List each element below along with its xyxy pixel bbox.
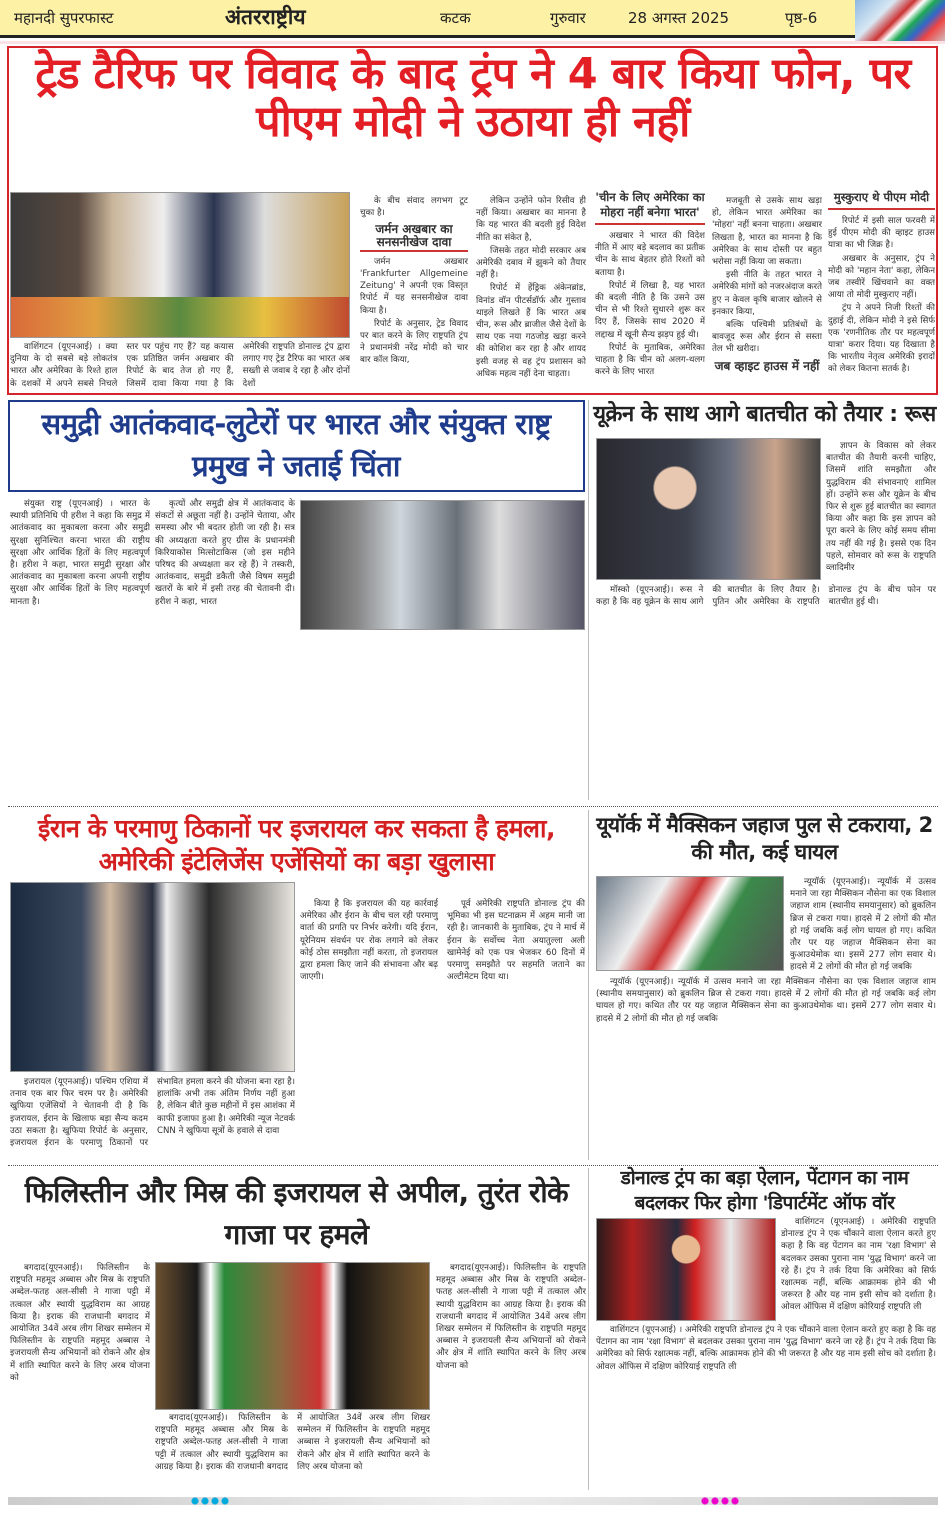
russia-side-text: ज्ञापन के विकास को लेकर बातचीत की तैयारी करनी चाहिए, जिसमें शांति समझौता और युद्धविराम की संभावनाएं शामिल हों। उन्होंने रूस और यूक्रेन के बीच फिर से शुरू हुई बातचीत का स्वागत किया और कहा कि इस ज्ञापन को पूरा करने के लिए कोई समय सीमा तय नहीं की गई है। इससे एक दिन पहले, सोमवार को रूस के राष्ट्रपति व्लादिमीर [826,441,936,574]
newspaper-name: महानदी सुपरफास्ट [14,9,114,27]
registration-marks [190,1495,230,1507]
subhead-china: 'चीन के लिए अमेरिका का मोहरा नहीं बनेगा भारत' [595,190,705,225]
divider [8,806,938,807]
subhead-modi-smile: मुस्कुराए थे पीएम मोदी [828,190,935,210]
palestine-body: बगदाद(यूएनआई)। फिलिस्तीन के राष्ट्रपति महमूद अब्बास और मिस्र के राष्ट्रपति अब्देल-फतह अल-सीसी ने गाजा पट्टी में तत्काल और स्थायी युद्धविराम का आग्रह किया है। इराक की राजधानी बगदाद में आयोजित 34वें अरब लीग शिखर सम्मेलन में फिलिस्तीन के राष्ट्रपति महमूद अब्बास ने इजरायली सैन्य अभियानों को रोकने और क्षेत्र में शांति स्थापित करने के लिए अरब योजना को [155,1413,430,1472]
new-york-side: न्यूयॉर्क (यूएनआई)। न्यूयॉर्क में उत्सव मनाने जा रहा मैक्सिकन नौसेना का एक विशाल जहाज शाम (स्थानीय समयानुसार) को ब्रुकलिन ब्रिज से टकरा गया। हादसे में 2 लोगों की मौत हो गई जबकि कई लोग घायल हो गए। कथित तौर पर यह जहाज मैक्सिकन सेना का कुआउथेमोक था। इसमें 277 लोग सवार थे। हादसे में 2 लोगों की मौत हो गई जबकि [790,877,936,973]
registration-marks [700,1495,740,1507]
netanyahu-khamenei-photo [10,882,295,1072]
divider [588,400,589,800]
top-story-col: लेकिन उन्होंने फोन रिसीव ही नहीं किया। अखबार का मानना है कि यह भारत की बदली हुई विदेश नीति का संकेत है, जिसके तहत मोदी सरकार अब अमेरिकी दबाव में झुकने को तैयार नहीं है। रिपोर्ट में हेंड्रिक अंकेनब्रांड, विनांड वॉन पीटर्सडॉर्फ और गुस्ताव थाइले लिखते हैं कि भारत अब चीन, रूस और ब्राजील जैसे देशों के साथ एक नया गठजोड़ खड़ा करने की कोशिश कर रहा है और शायद इसी वजह से वह ट्रंप प्रशासन को अधिक महत्व नहीं देना चाहता। [476,196,586,379]
page-header [0,0,945,38]
city: कटक [440,9,471,27]
iran-body: किया है कि इजरायल की यह कार्रवाई अमेरिका और ईरान के बीच चल रही परमाणु वार्ता की प्रगति पर निर्भर करेगी। यदि ईरान, यूरेनियम संवर्धन पर रोक लगाने को लेकर कोई ठोस समझौता नहीं करता, तो इजरायल द्वारा हमला किए जाने की संभावना और बढ़ जाएगी। पूर्व अमेरिकी राष्ट्रपति डोनाल्ड ट्रंप की भूमिका भी इस घटनाक्रम में अहम मानी जा रही है। जानकारी के मुताबिक, ट्रंप ने मार्च में ईरान के सर्वोच्च नेता अयातुल्ला अली खामेनेई को एक पत्र भेजकर 60 दिनों में परमाणु समझौते पर सहमति जताने का अल्टीमेटम दिया था। [300,899,585,983]
top-story-col: मुस्कुराए थे पीएम मोदी रिपोर्ट में इसी साल फरवरी में हुई पीएम मोदी की व्हाइट हाउस यात्रा का भी जिक्र है। अखबार के अनुसार, ट्रंप ने मोदी को 'महान नेता' कहा, लेकिन जब तस्वीरें खिंचवाने का वक्त आया तो मोदी मुस्कुराए नहीं। ट्रंप ने अपने निजी रिश्तों की दुहाई दी, लेकिन मोदी ने इसे सिर्फ एक 'रणनीतिक तौर पर महत्वपूर्ण यात्रा' करार दिया। यह दिखाता है कि भारतीय नेतृत्व अमेरिकी इरादों को लेकर कितना सतर्क है। [828,190,935,375]
trump-photo [596,1218,776,1321]
abbas-sisi-photo [155,1262,430,1410]
maritime-body: संयुक्त राष्ट्र (यूएनआई) । भारत के स्थायी प्रतिनिधि पी हरीश ने कहा कि समुद्र में आतंकवाद का मुकाबला करना और समुद्री सुरक्षा सुनिश्चित करना भारत की राष्ट्रीय सुरक्षा और आर्थिक हितों के लिए महत्वपूर्ण है। हरीश ने कहा, भारत समुद्री सुरक्षा और आतंकवाद का मुकाबला करना अपनी राष्ट्रीय सुरक्षा और आर्थिक हितों के लिए महत्वपूर्ण मानता है। [10,499,150,607]
palestine-body: बगदाद(यूएनआई)। फिलिस्तीन के राष्ट्रपति महमूद अब्बास और मिस्र के राष्ट्रपति अब्देल-फतह अल-सीसी ने गाजा पट्टी में तत्काल और स्थायी युद्धविराम का आग्रह किया है। इराक की राजधानी बगदाद में आयोजित 34वें अरब लीग शिखर सम्मेलन में फिलिस्तीन के राष्ट्रपति महमूद अब्बास ने इजरायली सैन्य अभियानों को रोकने और क्षेत्र में शांति स्थापित करने के लिए अरब योजना को [10,1263,150,1383]
date: 28 अगस्त 2025 [628,9,730,27]
top-story-lead: वाशिंगटन (यूएनआई) । क्या दुनिया के दो सबसे बड़े लोकतंत्र भारत और अमेरिका के रिश्ते हाल के दशकों में अपने सबसे निचले स्तर पर पहुंच गए हैं? यह कयास एक प्रतिष्ठित जर्मन अखबार की रिपोर्ट के बाद तेज हो गए हैं, जिसमें दावा किया गया है कि अमेरिकी राष्ट्रपति डोनाल्ड ट्रंप द्वारा लगाए गए ट्रेड टैरिफ का भारत अब सख्ती से जवाब दे रहा है और दोनों देशों [10,342,350,389]
russia-body: मॉस्को (यूएनआई)। रूस ने कहा है कि वह यूक्रेन के साथ आगे की बातचीत के लिए तैयार है। पुतिन और अमेरिका के राष्ट्रपति डोनाल्ड ट्रंप के बीच फोन पर बातचीत हुई थी। [596,585,936,608]
footer-registration-bar [8,1497,938,1505]
new-york-body: न्यूयॉर्क (यूएनआई)। न्यूयॉर्क में उत्सव मनाने जा रहा मैक्सिकन नौसेना का एक विशाल जहाज शाम (स्थानीय समयानुसार) को ब्रुकलिन ब्रिज से टकरा गया। हादसे में 2 लोगों की मौत हो गई जबकि कई लोग घायल हो गए। कथित तौर पर यह जहाज मैक्सिकन सेना का कुआउथेमोक था। इसमें 277 लोग सवार थे। हादसे में 2 लोगों की मौत हो गई जबकि [596,977,936,1024]
russia-headline: यूक्रेन के साथ आगे बातचीत को तैयार : रूस [593,402,936,427]
ship-bridge-photo [596,876,784,971]
trump-pentagon-headline: डोनाल्ड ट्रंप का बड़ा ऐलान, पेंटागन का नाम बदलकर फिर होगा 'डिपार्टमेंट ऑफ वॉर [620,1167,909,1214]
subhead-white-house: जब व्हाइट हाउस में नहीं [714,358,820,373]
section-title: अंतरराष्ट्रीय [225,5,306,29]
top-story-headline: ट्रेड टैरिफ पर विवाद के बाद ट्रंप ने 4 बार किया फोन, पर पीएम मोदी ने उठाया ही नहीं [35,49,911,147]
weekday: गुरुवार [550,9,586,27]
iran-headline: ईरान के परमाणु ठिकानों पर इजरायल कर सकता है हमला, अमेरिकी इंटेलिजेंस एजेंसियों का बड़ा खुलासा [38,814,555,876]
iran-body: इजरायल (यूएनआई)। पश्चिम एशिया में तनाव एक बार फिर चरम पर है। अमेरिकी खुफिया एजेंसियों ने चेतावनी दी है कि इजरायल, ईरान के खिलाफ बड़ा सैन्य कदम उठा सकता है। खुफिया रिपोर्ट के अनुसार, इजरायल ईरान के परमाणु ठिकानों पर संभावित हमला करने की योजना बना रहा है। हालांकि अभी तक अंतिम निर्णय नहीं हुआ है, लेकिन बीते कुछ महीनों में इस आशंका में काफी इजाफा हुआ है। अमेरिकी न्यूज नेटवर्क CNN ने खुफिया सूत्रों के हवाले से दावा [10,1077,295,1149]
trump-body: वाशिंगटन (यूएनआई) । अमेरिकी राष्ट्रपति डोनाल्ड ट्रंप ने एक चौंकाने वाला ऐलान करते हुए कहा है कि वह पेंटागन का नाम 'रक्षा विभाग' से बदलकर उसका पुराना नाम 'युद्ध विभाग' करने जा रहे हैं। ट्रंप ने तर्क दिया कि अमेरिका को सिर्फ रक्षात्मक नहीं, बल्कि आक्रामक होने की भी जरूरत है और यह नाम इसी सोच को दर्शाता है। ओवल ऑफिस में दक्षिण कोरियाई राष्ट्रपति ली [596,1325,936,1372]
new-york-headline: यूयॉर्क में मैक्सिकन जहाज पुल से टकराया, 2 की मौत, कई घायल [596,813,933,864]
maritime-headline: समुद्री आतंकवाद-लुटेरों पर भारत और संयुक्त राष्ट्र प्रमुख ने जताई चिंता [41,407,551,483]
page-number: पृष्ठ-6 [785,9,818,27]
subhead-german-paper: जर्मन अखबार का सनसनीखेज दावा [360,223,468,251]
maritime-body: कृत्यों और समुद्री क्षेत्र में आतंकवाद के संकटों से अछूता नहीं है। उन्होंने चेताया, और समस्या और भी बदतर होती जा रही है। सत्र की अध्यक्षता करते हुए ग्रीस के प्रधानमंत्री किरियाकोस मित्सोटाकिस (जो इस महीने परिषद की अध्यक्षता कर रहे हैं) ने तस्करी, आतंकवाद, समुद्री डकैती जैसे विषम समुद्री खतरों के बारे में इसी तरह की चेतावनी दी। हरीश ने कहा, भारत [155,499,295,607]
top-story-col: 'चीन के लिए अमेरिका का मोहरा नहीं बनेगा भारत' अखबार ने भारत की विदेश नीति में आए बड़े बदलाव का प्रतीक चीन के साथ बेहतर होते रिश्तों को बताया है। रिपोर्ट में लिखा है, यह भारत की बदली नीति है कि उसने उस चीन से भी रिश्ते सुधारने शुरू कर दिए हैं, जिसके साथ 2020 में लद्दाख में खूनी सैन्य झड़प हुई थी। रिपोर्ट के मुताबिक, अमेरिका चाहता है कि चीन को अलग-थलग करने के लिए भारत [595,190,705,378]
putin-photo [596,438,821,580]
un-security-council-photo [300,500,585,630]
top-story-col: मजबूती से उसके साथ खड़ा हो, लेकिन भारत अमेरिका का 'मोहरा' नहीं बनना चाहता। अखबार लिखता है, भारत का मानना है कि अमेरिका के साथ दोस्ती पर बहुत भरोसा नहीं किया जा सकता। इसी नीति के तहत भारत ने अमेरिकी मांगों को नजरअंदाज करते हुए न केवल कृषि बाजार खोलने से इनकार किया, बल्कि पश्चिमी प्रतिबंधों के बावजूद रूस और ईरान से सस्ता तेल भी खरीदा। जब व्हाइट हाउस में नहीं [712,196,822,373]
palestine-headline: फिलिस्तीन और मिस्र की इजरायल से अपील, तुरंत रोके गाजा पर हमले [24,1176,569,1251]
trump-side: वाशिंगटन (यूएनआई) । अमेरिकी राष्ट्रपति डोनाल्ड ट्रंप ने एक चौंकाने वाला ऐलान करते हुए कहा है कि वह पेंटागन का नाम 'रक्षा विभाग' से बदलकर उसका पुराना नाम 'युद्ध विभाग' करने जा रहे हैं। ट्रंप ने तर्क दिया कि अमेरिका को सिर्फ रक्षात्मक नहीं, बल्कि आक्रामक होने की भी जरूरत है और यह नाम इसी सोच को दर्शाता है। ओवल ऑफिस में दक्षिण कोरियाई राष्ट्रपति ली [781,1217,936,1313]
flags-image [855,0,945,44]
palestine-body: बगदाद(यूएनआई)। फिलिस्तीन के राष्ट्रपति महमूद अब्बास और मिस्र के राष्ट्रपति अब्देल-फतह अल-सीसी ने गाजा पट्टी में तत्काल और स्थायी युद्धविराम का आग्रह किया है। इराक की राजधानी बगदाद में आयोजित 34वें अरब लीग शिखर सम्मेलन में फिलिस्तीन के राष्ट्रपति महमूद अब्बास ने इजरायली सैन्य अभियानों को रोकने और क्षेत्र में शांति स्थापित करने के लिए अरब योजना को [436,1263,586,1371]
divider [588,810,589,1160]
divider [0,41,945,44]
divider [588,1168,589,1490]
modi-trump-photo [10,192,350,338]
top-story-col: के बीच संवाद लगभग टूट चुका है। जर्मन अखबार का सनसनीखेज दावा जर्मन अखबार 'Frankfurter Allgemeine Zeitung' ने अपनी एक विस्तृत रिपोर्ट में यह सनसनीखेज दावा किया है। रिपोर्ट के अनुसार, ट्रेड विवाद पर बात करने के लिए राष्ट्रपति ट्रंप ने प्रधानमंत्री नरेंद्र मोदी को चार बार कॉल किया, [360,196,468,366]
